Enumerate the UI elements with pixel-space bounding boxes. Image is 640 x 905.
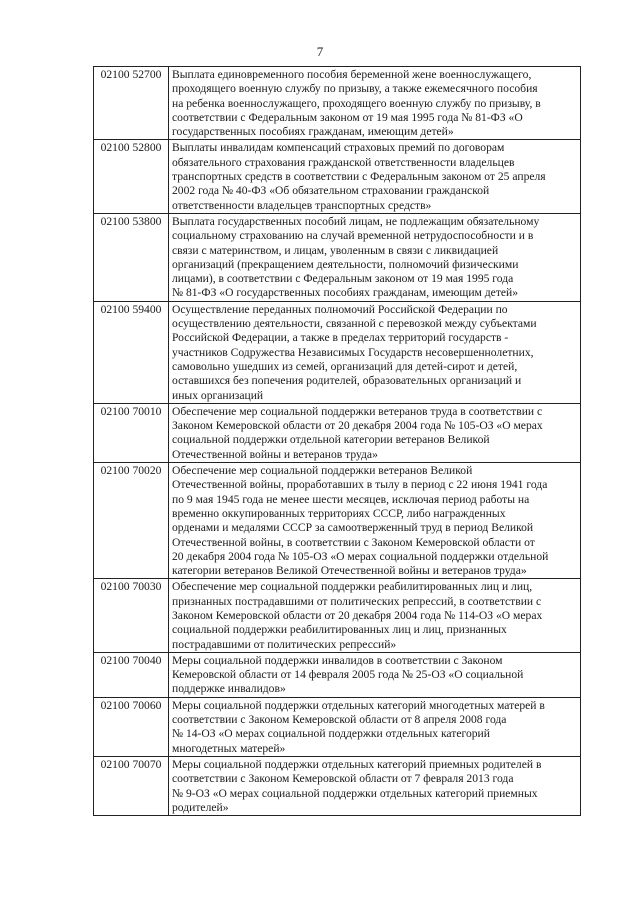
description-line: соответствии с Законом Кемеровской области от 7 февраля 2013 года — [172, 772, 514, 786]
description-line: многодетных матерей» — [172, 741, 286, 755]
row-description — [169, 697, 581, 756]
description-line: № 14-ОЗ «О мерах социальной поддержки отдельных категорий — [172, 727, 490, 741]
description-line: временно оккупированных территориях СССР, либо награжденных — [172, 506, 506, 520]
row-code: 02100 70060 — [94, 697, 169, 756]
table-row — [94, 697, 581, 756]
description-line: Меры социальной поддержки отдельных категорий многодетных матерей в — [172, 698, 545, 712]
row-description — [169, 652, 581, 697]
description-line: поддержке инвалидов» — [172, 682, 286, 696]
table-row — [94, 652, 581, 697]
description-line: социальной поддержки реабилитированных лиц и лиц, признанных — [172, 623, 507, 637]
description-line: участников Содружества Независимых Государств несовершеннолетних, — [172, 345, 534, 359]
description-line: социальной поддержки отдельной категории ветеранов Великой — [172, 433, 490, 447]
row-code: 02100 70010 — [94, 403, 169, 462]
description-line: Законом Кемеровской области от 20 декабря 2004 года № 114-ОЗ «О мерах — [172, 608, 543, 622]
row-code: 02100 52800 — [94, 140, 169, 213]
row-description — [169, 140, 581, 213]
row-code: 02100 70030 — [94, 579, 169, 652]
description-line: по 9 мая 1945 года не менее шести месяцев, исключая период работы на — [172, 492, 530, 506]
description-line: Выплата государственных пособий лицам, не подлежащим обязательному — [172, 214, 540, 228]
table-row — [94, 403, 581, 462]
row-description — [169, 213, 581, 301]
description-line: 2002 года № 40-ФЗ «Об обязательном страховании гражданской — [172, 184, 490, 198]
row-description — [169, 463, 581, 579]
description-line: транспортных средств в соответствии с Федеральным законом от 25 апреля — [172, 170, 546, 184]
budget-classification-table — [93, 66, 581, 816]
description-line: на ребенка военнослужащего, проходящего военную службу по призыву, в — [172, 96, 541, 110]
row-code: 02100 70040 — [94, 652, 169, 697]
description-line: государственных пособиях гражданам, имеющим детей» — [172, 125, 454, 139]
description-line: обязательного страхования гражданской ответственности владельцев — [172, 155, 515, 169]
row-description — [169, 756, 581, 815]
description-line: Выплаты инвалидам компенсаций страховых премий по договорам — [172, 141, 505, 155]
table-row — [94, 463, 581, 579]
description-line: связи с материнством, и лицам, уволенным в связи с ликвидацией — [172, 243, 499, 257]
description-line: Законом Кемеровской области от 20 декабря 2004 года № 105-ОЗ «О мерах — [172, 419, 543, 433]
table-row — [94, 213, 581, 301]
table-row — [94, 756, 581, 815]
row-description — [169, 67, 581, 140]
description-line: № 81-ФЗ «О государственных пособиях гражданам, имеющим детей» — [172, 286, 519, 300]
description-line: Меры социальной поддержки отдельных категорий приемных родителей в — [172, 757, 542, 771]
description-line: Отечественной войны, в соответствии с Законом Кемеровской области от — [172, 535, 535, 549]
description-line: оставшихся без попечения родителей, образовательных организаций и — [172, 374, 522, 388]
description-line: соответствии с Законом Кемеровской области от 8 апреля 2008 года — [172, 713, 507, 727]
description-line: Обеспечение мер социальной поддержки ветеранов труда в соответствии с — [172, 404, 543, 418]
row-code: 02100 70020 — [94, 463, 169, 579]
row-code: 02100 53800 — [94, 213, 169, 301]
description-line: родителей» — [172, 800, 229, 814]
description-line: иных организаций — [172, 388, 264, 402]
description-line: Обеспечение мер социальной поддержки реабилитированных лиц и лиц, — [172, 580, 533, 594]
table-row — [94, 301, 581, 403]
page-number: 7 — [316, 44, 324, 59]
description-line: ответственности владельцев транспортных средств» — [172, 198, 432, 212]
description-line: 20 декабря 2004 года № 105-ОЗ «О мерах социальной поддержки отдельной — [172, 549, 549, 563]
description-line: Выплата единовременного пособия беременной жене военнослужащего, — [172, 68, 532, 81]
row-code: 02100 52700 — [94, 67, 169, 140]
description-line: проходящего военную службу по призыву, а также ежемесячного пособия — [172, 82, 538, 96]
table-row — [94, 67, 581, 140]
description-line: Российской Федерации, а также в пределах территорий государств - — [172, 331, 509, 345]
description-line: осуществлению деятельности, связанной с перевозкой между субъектами — [172, 317, 537, 331]
description-line: Отечественной войны и ветеранов труда» — [172, 447, 378, 461]
table-row — [94, 579, 581, 652]
description-line: № 9-ОЗ «О мерах социальной поддержки отдельных категорий приемных — [172, 786, 538, 800]
description-line: соответствии с Федеральным законом от 19 мая 1995 года № 81-ФЗ «О — [172, 110, 523, 124]
description-line: пострадавшими от политических репрессий» — [172, 637, 397, 651]
description-line: орденами и медалями СССР за самоотверженный труд в период Великой — [172, 521, 534, 535]
description-line: Обеспечение мер социальной поддержки ветеранов Великой — [172, 464, 473, 478]
row-code: 02100 59400 — [94, 301, 169, 403]
description-line: Меры социальной поддержки инвалидов в соответствии с Законом — [172, 653, 503, 667]
description-line: социальному страхованию на случай временной нетрудоспособности и в — [172, 229, 534, 243]
description-line: категории ветеранов Великой Отечественной войны и ветеранов труда» — [172, 564, 527, 578]
row-description — [169, 301, 581, 403]
description-line: самовольно ушедших из семей, организаций для детей-сирот и детей, — [172, 359, 518, 373]
description-line: лицами), в соответствии с Федеральным законом от 19 мая 1995 года — [172, 272, 514, 286]
row-description — [169, 403, 581, 462]
table-row — [94, 140, 581, 213]
description-line: организаций (прекращением деятельности, полномочий физическими — [172, 257, 519, 271]
description-line: признанных пострадавшими от политических репрессий, в соответствии с — [172, 594, 542, 608]
row-code: 02100 70070 — [94, 756, 169, 815]
row-description — [169, 579, 581, 652]
description-line: Осуществление переданных полномочий Российской Федерации по — [172, 302, 508, 316]
description-line: Отечественной войны, проработавших в тылу в период с 22 июня 1941 года — [172, 478, 548, 492]
description-line: Кемеровской области от 14 февраля 2005 года № 25-ОЗ «О социальной — [172, 668, 524, 682]
table-body — [94, 67, 581, 816]
